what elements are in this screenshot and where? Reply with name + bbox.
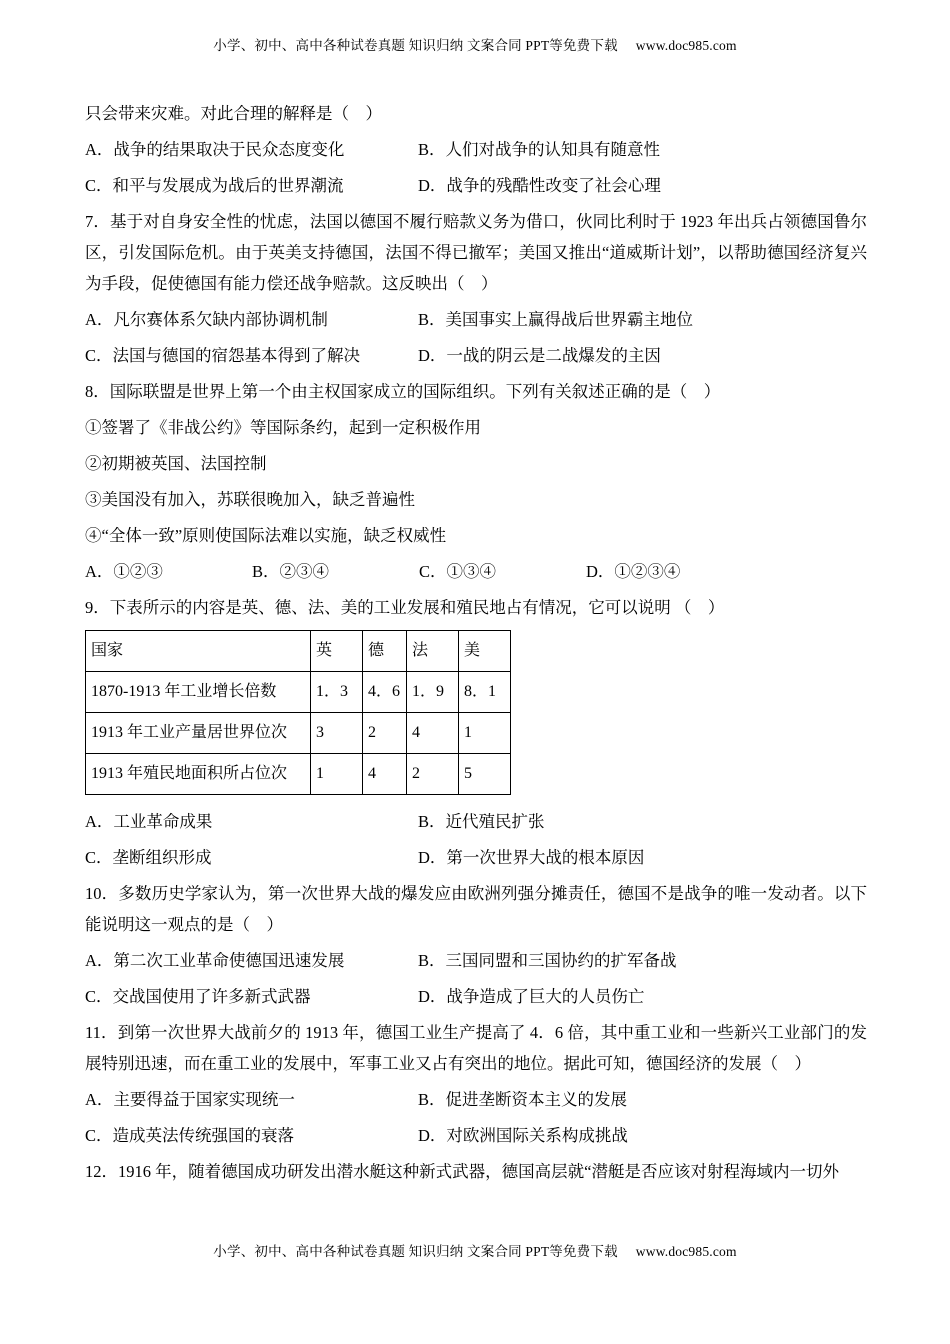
table-cell: 1．3	[311, 672, 363, 713]
answer-option: C．和平与发展成为战后的世界潮流	[85, 176, 344, 195]
answer-option: D．一战的阴云是二战爆发的主因	[418, 346, 661, 365]
answer-option: B．近代殖民扩张	[418, 812, 545, 831]
answer-option: C．法国与德国的宿怨基本得到了解决	[85, 346, 361, 365]
table-cell: 4	[363, 754, 407, 795]
q11-options-row-2	[85, 1120, 867, 1151]
table-cell: 1	[459, 713, 511, 754]
header-text: 小学、初中、高中各种试卷真题 知识归纳 文案合同 PPT等免费下载	[213, 38, 618, 53]
q7-options-row-1	[85, 304, 867, 335]
answer-option: B．美国事实上赢得战后世界霸主地位	[418, 310, 694, 329]
table-cell: 1870-1913 年工业增长倍数	[86, 672, 311, 713]
table-cell: 8．1	[459, 672, 511, 713]
table-cell: 美	[459, 631, 511, 672]
q11-options-row-1	[85, 1084, 867, 1115]
q8-item-4: ④“全体一致”原则使国际法难以实施，缺乏权威性	[85, 526, 447, 545]
q9-options-row-1	[85, 806, 867, 837]
answer-option: D．战争造成了巨大的人员伤亡	[418, 987, 645, 1006]
table-row	[86, 713, 511, 754]
table-cell: 3	[311, 713, 363, 754]
table-cell: 法	[407, 631, 459, 672]
answer-option: A．主要得益于国家实现统一	[85, 1090, 295, 1109]
answer-option: D．战争的残酷性改变了社会心理	[418, 176, 661, 195]
q11-stem: 11．到第一次世界大战前夕的 1913 年，德国工业生产提高了 4．6 倍，其中重工业和一些新兴工业部门的发展特别迅速，而在重工业的发展中，军事工业又占有突出的地位。据此可知，德国经济的发展（ ）	[85, 1023, 867, 1073]
q10-options-row-2	[85, 981, 867, 1012]
answer-option: A．第二次工业革命使德国迅速发展	[85, 951, 345, 970]
table-cell: 1913 年工业产量居世界位次	[86, 713, 311, 754]
table-cell: 2	[363, 713, 407, 754]
table-cell: 2	[407, 754, 459, 795]
table-cell: 4．6	[363, 672, 407, 713]
answer-option: B．人们对战争的认知具有随意性	[418, 140, 661, 159]
footer-text: 小学、初中、高中各种试卷真题 知识归纳 文案合同 PPT等免费下载	[213, 1244, 618, 1259]
q9-options-row-2	[85, 842, 867, 873]
answer-option: C．垄断组织形成	[85, 848, 212, 867]
page-footer	[0, 1240, 950, 1260]
q12-stem-partial: 12．1916 年，随着德国成功研发出潜水艇这种新式武器，德国高层就“潜艇是否应该对射程海域内一切外	[85, 1162, 839, 1181]
answer-option: C．造成英法传统强国的衰落	[85, 1126, 295, 1145]
answer-option: C．交战国使用了许多新式武器	[85, 987, 311, 1006]
q8-item-3: ③美国没有加入，苏联很晚加入，缺乏普遍性	[85, 490, 415, 509]
table-cell: 德	[363, 631, 407, 672]
q9-stem: 9．下表所示的内容是英、德、法、美的工业发展和殖民地占有情况，它可以说明 （ ）	[85, 598, 725, 617]
answer-option: B．促进垄断资本主义的发展	[418, 1090, 628, 1109]
answer-option: C．①③④	[419, 562, 497, 581]
table-cell: 4	[407, 713, 459, 754]
answer-option: A．①②③	[85, 562, 163, 581]
answer-option: B．②③④	[252, 562, 330, 581]
q8-item-2: ②初期被英国、法国控制	[85, 454, 267, 473]
table-cell: 国家	[86, 631, 311, 672]
q7-stem: 7．基于对自身安全性的忧虑，法国以德国不履行赔款义务为借口，伙同比利时于 1923 年出兵占领德国鲁尔区，引发国际危机。由于英美支持德国，法国不得已撤军；美国又推出“道威斯计划”，以帮助德国经济复兴为手段，促使德国有能力偿还战争赔款。这反映出（ ）	[85, 212, 867, 293]
table-cell: 1．9	[407, 672, 459, 713]
q10-options-row-1	[85, 945, 867, 976]
table-header-row	[86, 631, 511, 672]
q8-stem: 8．国际联盟是世界上第一个由主权国家成立的国际组织。下列有关叙述正确的是（ ）	[85, 382, 721, 401]
table-cell: 1913 年殖民地面积所占位次	[86, 754, 311, 795]
footer-url: www.doc985.com	[635, 1244, 737, 1259]
q8-item-1: ①签署了《非战公约》等国际条约，起到一定积极作用	[85, 418, 481, 437]
answer-option: A．凡尔赛体系欠缺内部协调机制	[85, 310, 328, 329]
table-cell: 英	[311, 631, 363, 672]
q6-options-row-1	[85, 134, 867, 165]
q8-options-row	[85, 556, 867, 587]
table-row	[86, 672, 511, 713]
table-row	[86, 754, 511, 795]
q7-options-row-2	[85, 340, 867, 371]
table-cell: 5	[459, 754, 511, 795]
answer-option: D．对欧洲国际关系构成挑战	[418, 1126, 628, 1145]
header-url: www.doc985.com	[635, 38, 737, 53]
answer-option: A．战争的结果取决于民众态度变化	[85, 140, 345, 159]
q6-options-row-2	[85, 170, 867, 201]
page-header	[0, 34, 950, 54]
q6-stem-continuation: 只会带来灾难。对此合理的解释是（ ）	[85, 104, 382, 123]
q9-industry-table	[85, 630, 511, 795]
document-body	[85, 98, 867, 1192]
answer-option: D．第一次世界大战的根本原因	[418, 848, 645, 867]
answer-option: B．三国同盟和三国协约的扩军备战	[418, 951, 677, 970]
answer-option: D．①②③④	[586, 562, 681, 581]
answer-option: A．工业革命成果	[85, 812, 213, 831]
q10-stem: 10．多数历史学家认为，第一次世界大战的爆发应由欧洲列强分摊责任，德国不是战争的唯一发动者。以下能说明这一观点的是（ ）	[85, 884, 867, 934]
table-cell: 1	[311, 754, 363, 795]
